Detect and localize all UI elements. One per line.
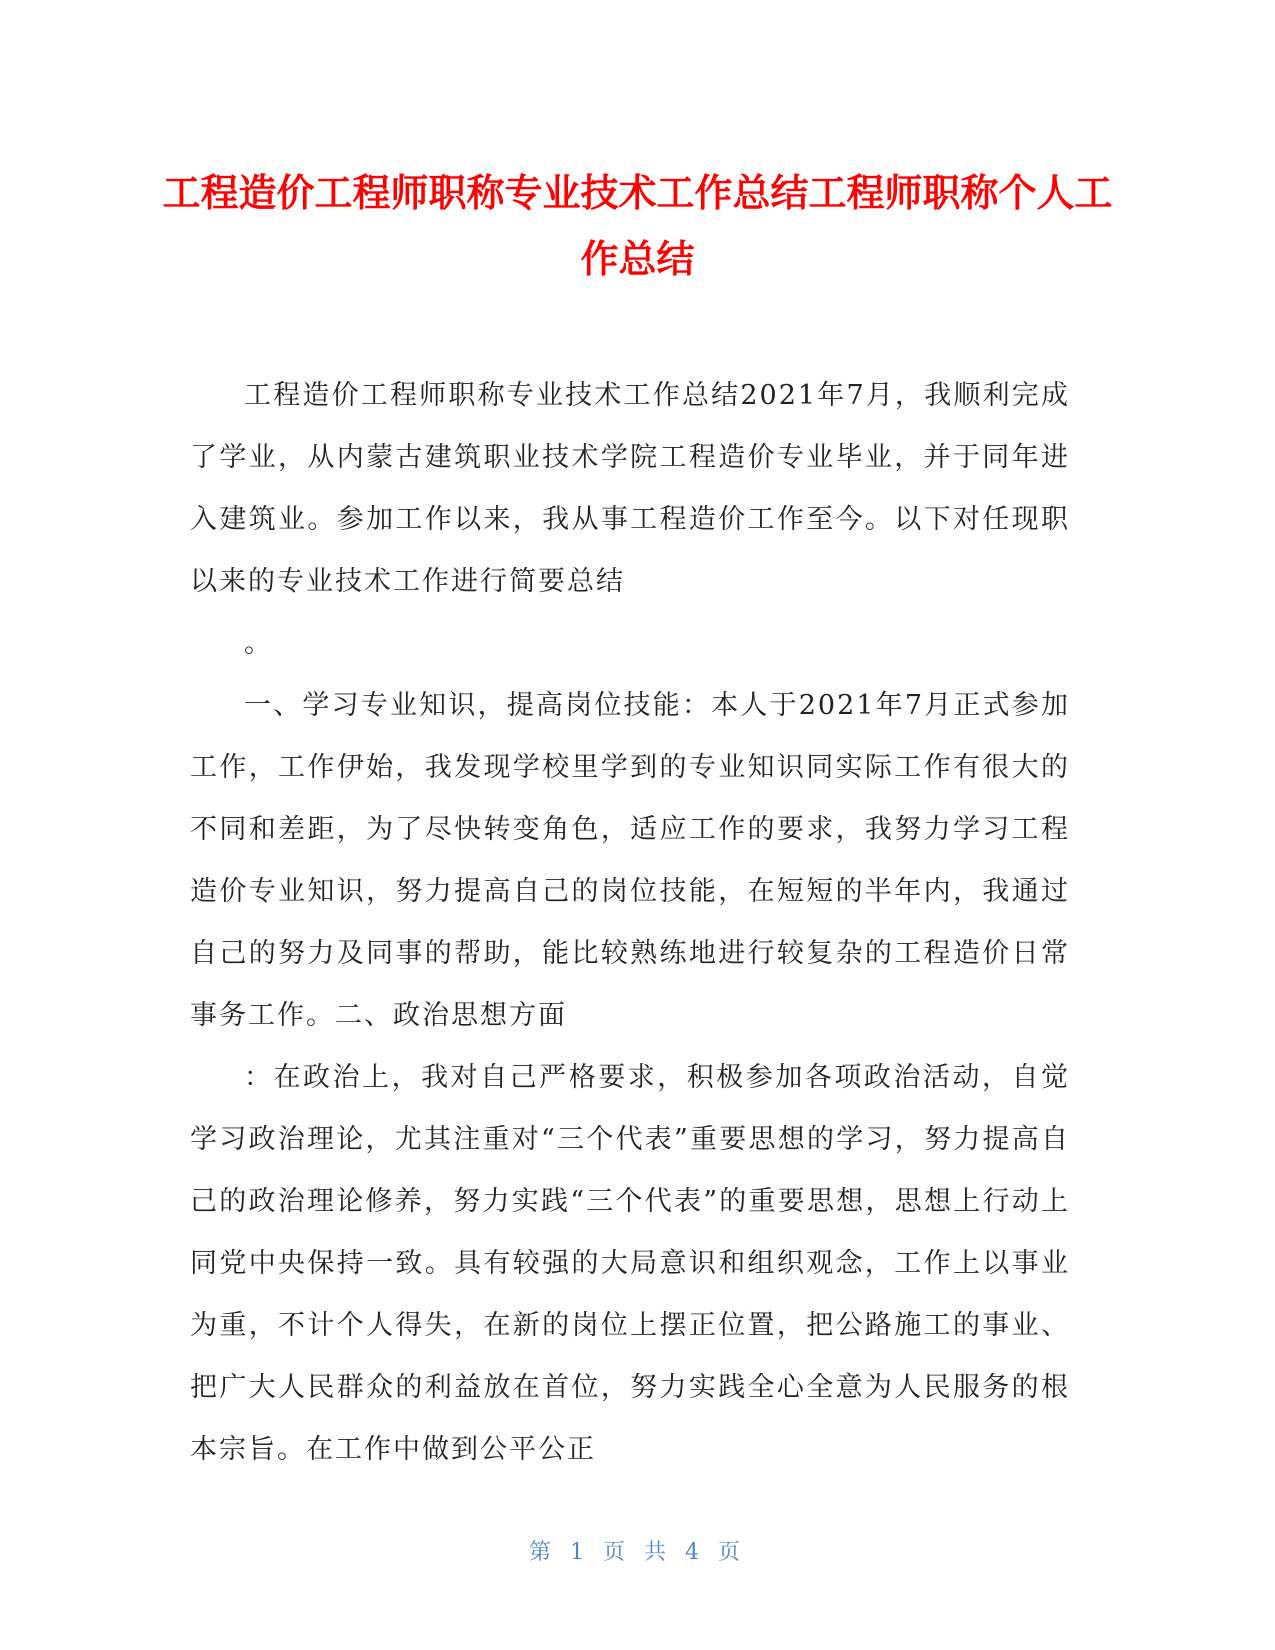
page-number-footer: 第 1 页 共 4 页: [529, 1540, 746, 1565]
paragraph-section-two: ：在政治上，我对自己严格要求，积极参加各项政治活动，自觉学习政治理论，尤其注重对“三个代表”重要思想的学习，努力提高自己的政治理论修养，努力实践“三个代表”的重要思想，思想上行动上同党中央保持一致。具有较强的大局意识和组织观念，工作上以事业为重，不计个人得失，在新的岗位上摆正位置，把公路施工的事业、把广大人民群众的利益放在首位，努力实践全心全意为人民服务的根本宗旨。在工作中做到公平公正: [190, 1062, 1070, 1465]
paragraph-section-one: 一、学习专业知识，提高岗位技能：本人于2021年7月正式参加工作，工作伊始，我发现学校里学到的专业知识同实际工作有很大的不同和差距，为了尽快转变角色，适应工作的要求，我努力学习工程造价专业知识，努力提高自己的岗位技能，在短短的半年内，我通过自己的努力及同事的帮助，能比较熟练地进行较复杂的工程造价日常事务工作。二、政治思想方面: [190, 690, 1070, 1031]
paragraph-period: 。: [244, 628, 273, 659]
document-body: [190, 365, 1070, 1481]
document-title: 工程造价工程师职称专业技术工作总结工程师职称个人工作总结: [162, 171, 1113, 281]
paragraph-intro: 工程造价工程师职称专业技术工作总结2021年7月，我顺利完成了学业，从内蒙古建筑职业技术学院工程造价专业毕业，并于同年进入建筑业。参加工作以来，我从事工程造价工作至今。以下对任现职以来的专业技术工作进行简要总结: [190, 380, 1070, 597]
